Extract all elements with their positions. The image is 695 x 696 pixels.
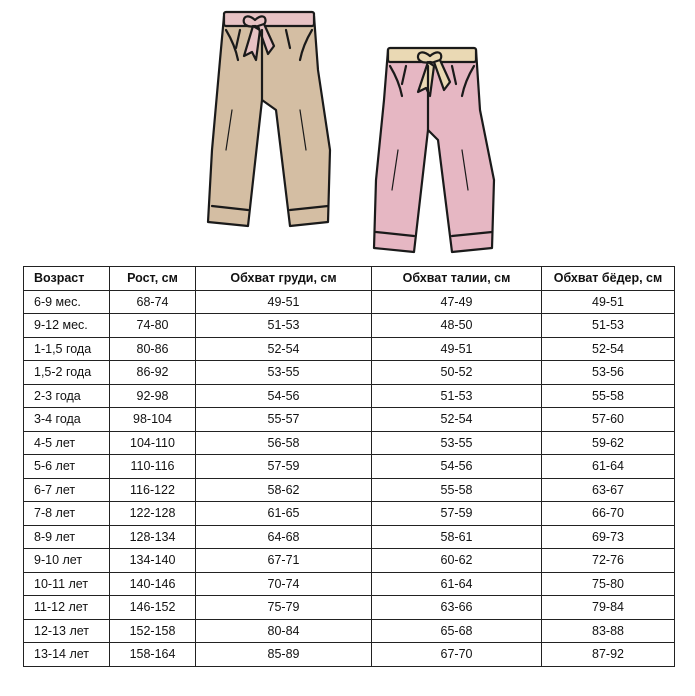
cell-height: 74-80 <box>110 314 196 338</box>
cell-chest: 55-57 <box>196 408 372 432</box>
table-row <box>24 408 675 432</box>
cell-height: 68-74 <box>110 290 196 314</box>
size-chart-table <box>23 266 675 667</box>
cell-age: 6-7 лет <box>24 478 110 502</box>
pants-illustrations <box>0 0 695 262</box>
cell-waist: 55-58 <box>372 478 542 502</box>
cell-waist: 67-70 <box>372 643 542 667</box>
cell-chest: 61-65 <box>196 502 372 526</box>
header-age: Возраст <box>24 267 110 291</box>
cell-age: 3-4 года <box>24 408 110 432</box>
table-row <box>24 361 675 385</box>
table-row <box>24 643 675 667</box>
cell-waist: 65-68 <box>372 619 542 643</box>
cell-height: 146-152 <box>110 596 196 620</box>
cell-chest: 53-55 <box>196 361 372 385</box>
cell-age: 9-12 мес. <box>24 314 110 338</box>
cell-height: 98-104 <box>110 408 196 432</box>
cell-height: 152-158 <box>110 619 196 643</box>
cell-age: 1,5-2 года <box>24 361 110 385</box>
cell-chest: 80-84 <box>196 619 372 643</box>
cell-height: 128-134 <box>110 525 196 549</box>
table-row <box>24 478 675 502</box>
cell-chest: 52-54 <box>196 337 372 361</box>
cell-age: 2-3 года <box>24 384 110 408</box>
cell-height: 140-146 <box>110 572 196 596</box>
cell-hips: 66-70 <box>542 502 675 526</box>
cell-chest: 85-89 <box>196 643 372 667</box>
cell-chest: 70-74 <box>196 572 372 596</box>
cell-hips: 53-56 <box>542 361 675 385</box>
cell-hips: 59-62 <box>542 431 675 455</box>
cell-chest: 57-59 <box>196 455 372 479</box>
cell-hips: 75-80 <box>542 572 675 596</box>
cell-age: 9-10 лет <box>24 549 110 573</box>
cell-height: 104-110 <box>110 431 196 455</box>
beige-pants-image <box>208 12 330 226</box>
cell-waist: 54-56 <box>372 455 542 479</box>
cell-waist: 52-54 <box>372 408 542 432</box>
table-row <box>24 572 675 596</box>
cell-waist: 57-59 <box>372 502 542 526</box>
table-row <box>24 384 675 408</box>
cell-age: 1-1,5 года <box>24 337 110 361</box>
cell-waist: 47-49 <box>372 290 542 314</box>
cell-waist: 50-52 <box>372 361 542 385</box>
cell-height: 134-140 <box>110 549 196 573</box>
cell-hips: 52-54 <box>542 337 675 361</box>
pink-pants-image <box>374 48 494 252</box>
cell-height: 122-128 <box>110 502 196 526</box>
cell-hips: 72-76 <box>542 549 675 573</box>
cell-height: 110-116 <box>110 455 196 479</box>
table-row <box>24 549 675 573</box>
cell-waist: 51-53 <box>372 384 542 408</box>
cell-age: 5-6 лет <box>24 455 110 479</box>
cell-hips: 51-53 <box>542 314 675 338</box>
table-row <box>24 337 675 361</box>
cell-hips: 87-92 <box>542 643 675 667</box>
cell-age: 13-14 лет <box>24 643 110 667</box>
cell-waist: 48-50 <box>372 314 542 338</box>
cell-waist: 49-51 <box>372 337 542 361</box>
table-header-row <box>24 267 675 291</box>
table-row <box>24 455 675 479</box>
table-row <box>24 502 675 526</box>
header-waist: Обхват талии, см <box>372 267 542 291</box>
cell-chest: 51-53 <box>196 314 372 338</box>
table-row <box>24 290 675 314</box>
cell-waist: 58-61 <box>372 525 542 549</box>
cell-waist: 53-55 <box>372 431 542 455</box>
cell-height: 116-122 <box>110 478 196 502</box>
cell-age: 4-5 лет <box>24 431 110 455</box>
cell-age: 12-13 лет <box>24 619 110 643</box>
cell-age: 10-11 лет <box>24 572 110 596</box>
cell-age: 11-12 лет <box>24 596 110 620</box>
table-row <box>24 525 675 549</box>
cell-chest: 75-79 <box>196 596 372 620</box>
cell-waist: 61-64 <box>372 572 542 596</box>
cell-hips: 61-64 <box>542 455 675 479</box>
table-row <box>24 619 675 643</box>
cell-hips: 55-58 <box>542 384 675 408</box>
cell-chest: 49-51 <box>196 290 372 314</box>
cell-height: 86-92 <box>110 361 196 385</box>
cell-hips: 79-84 <box>542 596 675 620</box>
cell-waist: 60-62 <box>372 549 542 573</box>
table-row <box>24 314 675 338</box>
header-hips: Обхват бёдер, см <box>542 267 675 291</box>
table-row <box>24 596 675 620</box>
cell-age: 6-9 мес. <box>24 290 110 314</box>
table-row <box>24 431 675 455</box>
cell-chest: 58-62 <box>196 478 372 502</box>
header-height: Рост, см <box>110 267 196 291</box>
cell-height: 80-86 <box>110 337 196 361</box>
cell-age: 8-9 лет <box>24 525 110 549</box>
cell-waist: 63-66 <box>372 596 542 620</box>
cell-chest: 67-71 <box>196 549 372 573</box>
cell-hips: 57-60 <box>542 408 675 432</box>
header-chest: Обхват груди, см <box>196 267 372 291</box>
cell-height: 158-164 <box>110 643 196 667</box>
cell-chest: 56-58 <box>196 431 372 455</box>
cell-hips: 63-67 <box>542 478 675 502</box>
cell-age: 7-8 лет <box>24 502 110 526</box>
cell-hips: 49-51 <box>542 290 675 314</box>
cell-hips: 83-88 <box>542 619 675 643</box>
cell-chest: 64-68 <box>196 525 372 549</box>
cell-height: 92-98 <box>110 384 196 408</box>
cell-chest: 54-56 <box>196 384 372 408</box>
cell-hips: 69-73 <box>542 525 675 549</box>
